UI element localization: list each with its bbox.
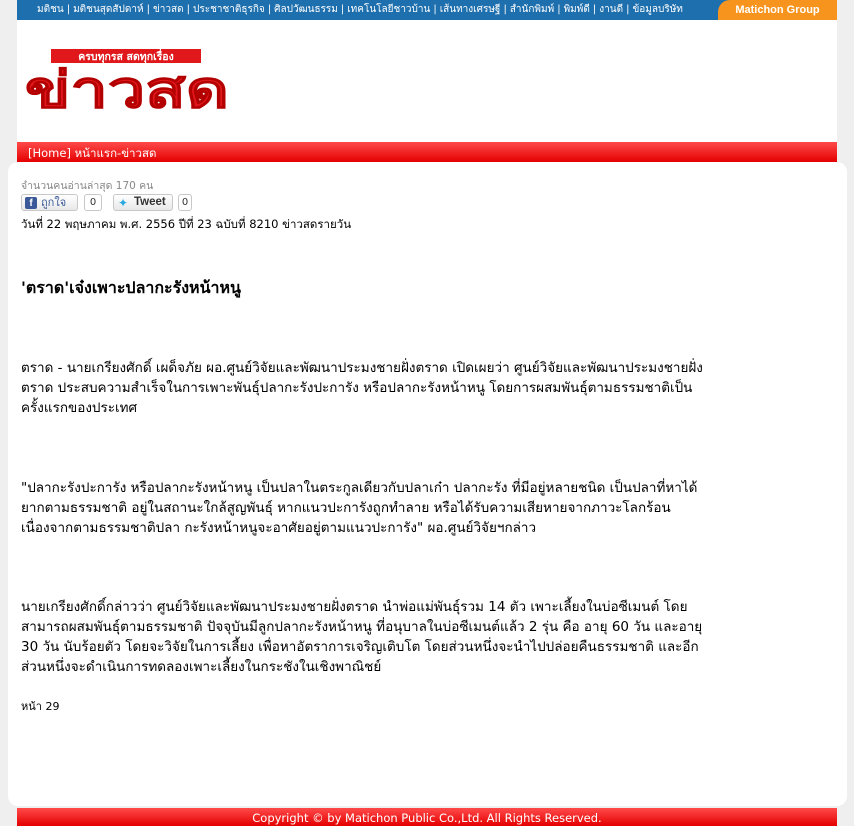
nav-separator: | (592, 4, 597, 15)
nav-separator: | (557, 4, 561, 15)
like-label: ถูกใจ (41, 196, 67, 209)
nav-separator: | (146, 4, 150, 15)
nav-separator: | (626, 4, 630, 15)
tweet-button[interactable] (113, 194, 173, 211)
article-paragraph: "ปลากะรังปะการัง หรือปลากะรังหน้าหนู เป็นปลาในตระกูลเดียวกับปลาเก๋า ปลากะรัง ที่มีอยู่หลายชนิด เป็นปลาที่หาได้ยากตามธรรมชาติ อยู่ในสถานะใกล้สูญพันธุ์ หากแนวปะการังถูกทำลาย หรือได้รับความเสียหายจากภาวะโลกร้อน เนื่องจากตามธรรมชาติปลา กะรังหน้าหนูจะอาศัยอยู่ตามแนวปะการัง" ผอ.ศูนย์วิจัยฯกล่าว (21, 480, 698, 536)
article-paragraph: ตราด - นายเกรียงศักดิ์ เผด็จภัย ผอ.ศูนย์วิจัยและพัฒนาประมงชายฝั่งตราด เปิดเผยว่า ศูนย์วิจัยและพัฒนาประมงชายฝั่งตราด ประสบความสำเร็จในการเพาะพันธุ์ปลากะรังปะการัง หรือปลากะรังหน้าหนู โดยการผสมพันธุ์ตามธรรมชาติเป็นครั้งแรกของประเทศ (21, 360, 703, 416)
nav-link-khaosod[interactable]: ข่าวสด (152, 4, 184, 15)
tweet-count: 0 (178, 194, 192, 211)
nav-link-setthi[interactable]: เส้นทางเศรษฐี (439, 4, 501, 15)
nav-link-publisher[interactable]: สำนักพิมพ์ (509, 4, 555, 15)
page-number: หน้า 29 (21, 700, 60, 713)
breadcrumb-home-link[interactable]: [Home] (28, 146, 71, 160)
nav-link-technology[interactable]: เทคโนโลยีชาวบ้าน (347, 4, 431, 15)
breadcrumb-bar (17, 142, 837, 162)
logo-tagline: ครบทุกรส สดทุกเรื่อง (78, 51, 174, 63)
nav-link-matichon-weekly[interactable]: มติชนสุดสัปดาห์ (73, 4, 144, 15)
matichon-group-label: Matichon Group (735, 4, 820, 16)
article-headline: 'ตราด'เจ๋งเพาะปลากะรังหน้าหนู (21, 278, 241, 297)
nav-separator: | (503, 4, 507, 15)
nav-link-jobs[interactable]: งานดี (599, 4, 624, 15)
nav-link-company-info[interactable]: ข้อมูลบริษัท (632, 4, 683, 15)
nav-link-printing[interactable]: พิมพ์ดี (563, 4, 590, 15)
facebook-icon: f (25, 197, 37, 209)
site-footer (17, 808, 837, 826)
nav-separator: | (433, 4, 437, 15)
top-nav (37, 4, 683, 16)
nav-link-matichon[interactable]: มติชน (37, 4, 64, 15)
like-count: 0 (84, 194, 102, 211)
logo-wordmark: ข่าวสด (25, 61, 229, 113)
breadcrumb-current: หน้าแรก-ข่าวสด (74, 146, 157, 160)
tweet-label: Tweet (134, 196, 166, 208)
nav-link-silpa[interactable]: ศิลปวัฒนธรรม (274, 4, 338, 15)
nav-separator: | (186, 4, 190, 15)
matichon-group-tab[interactable] (718, 0, 837, 20)
article-dateline: วันที่ 22 พฤษภาคม พ.ศ. 2556 ปีที่ 23 ฉบับที่ 8210 ข่าวสดรายวัน (21, 217, 352, 231)
site-header (17, 20, 837, 142)
breadcrumb (28, 145, 156, 163)
nav-separator: | (340, 4, 345, 15)
copyright-text: Copyright © by Matichon Public Co.,Ltd. All Rights Reserved. (252, 811, 602, 825)
reader-count: จำนวนคนอ่านล่าสุด 170 คน (21, 180, 154, 192)
khaosod-logo[interactable] (23, 47, 231, 113)
nav-separator: | (267, 4, 272, 15)
article-panel (8, 162, 847, 806)
twitter-bird-icon: ✦ (118, 196, 129, 210)
nav-link-prachachat[interactable]: ประชาชาติธุรกิจ (192, 4, 265, 15)
article-paragraph: นายเกรียงศักดิ์กล่าวว่า ศูนย์วิจัยและพัฒนาประมงชายฝั่งตราด นำพ่อแม่พันธุ์รวม 14 ตัว เพาะเลี้ยงในบ่อซีเมนต์ โดยสามารถผสมพันธุ์ตามธรรมชาติ ปัจจุบันมีลูกปลากะรังหน้าหนู ที่อนุบาลในบ่อซีเมนต์แล้ว 2 รุ่น คือ อายุ 60 วัน และอายุ 30 วัน นับร้อยตัว โดยจะวิจัยในการเลี้ยง เพื่อหาอัตราการเจริญเติบโต โดยส่วนหนึ่งจะนำไปปล่อยคืนธรรมชาติ และอีกส่วนหนึ่งจะดำเนินการทดลองเพาะเลี้ยงในกระชังในเชิงพาณิชย์ (21, 599, 703, 675)
nav-separator: | (66, 4, 71, 15)
top-nav-bar (17, 0, 837, 20)
facebook-like-button[interactable] (21, 194, 78, 211)
